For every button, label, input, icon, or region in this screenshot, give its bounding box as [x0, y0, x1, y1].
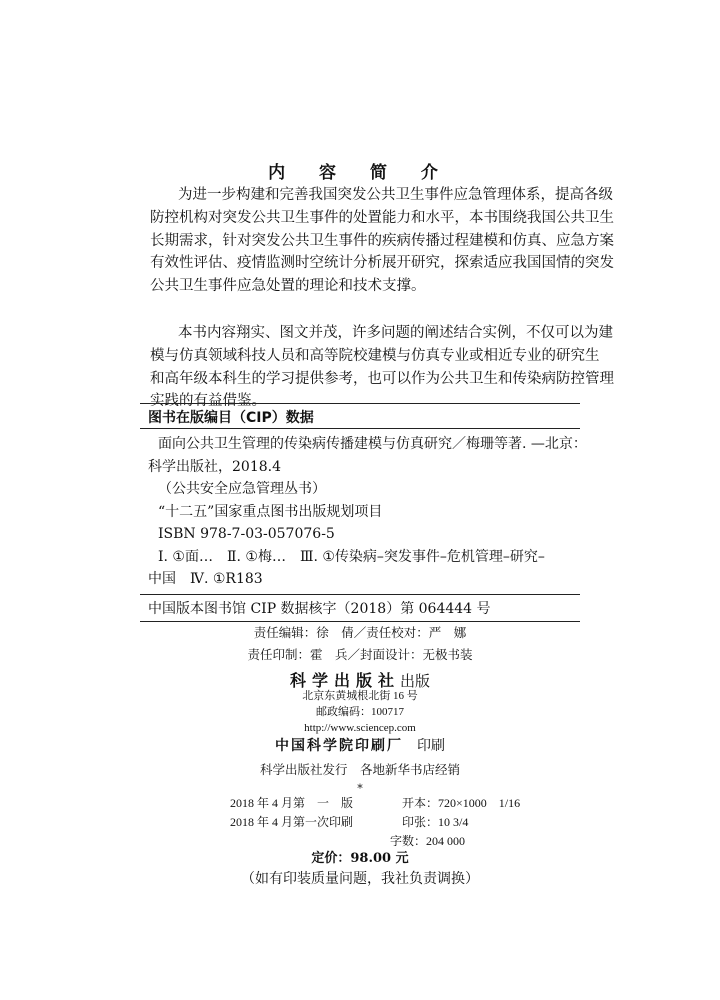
- publisher-postcode: 邮政编码：100717: [316, 706, 404, 718]
- word-count: 字数：204 000: [390, 834, 466, 848]
- edition-date: 2018 年 4 月第 一 版: [230, 796, 354, 810]
- summary-paragraph-2: [150, 322, 614, 413]
- summary-line: 防控机构对突发公共卫生事件的处置能力和水平，本书围绕我国公共卫生: [150, 209, 614, 226]
- summary-line: 模与仿真领域科技人员和高等院校建模与仿真专业或相近专业的研究生: [150, 347, 600, 364]
- credits-line: 责任印制：霍 兵／封面设计：无极书装: [247, 647, 473, 662]
- summary-line: 本书内容翔实、图文并茂，许多问题的阐述结合实例，不仅可以为建: [178, 325, 613, 341]
- credits-line: 责任编辑：徐 倩／责任校对：严 娜: [253, 625, 467, 640]
- publisher-suffix: 出版: [400, 672, 431, 690]
- distribution: 科学出版社发行 各地新华书店经销: [259, 762, 460, 777]
- divider-top: [140, 403, 580, 404]
- cip-line: “十二五”国家重点图书出版规划项目: [158, 503, 383, 520]
- summary-line: 和高年级本科生的学习提供参考，也可以作为公共卫生和传染病防控管理: [150, 370, 614, 387]
- credits: [0, 622, 720, 666]
- summary-line: 实践的有益借鉴。: [150, 393, 266, 410]
- publisher-logo: 科学出版社: [289, 671, 400, 690]
- divider-cip-number: [140, 594, 580, 595]
- cip-line: Ⅰ. ①面… Ⅱ. ①梅… Ⅲ. ①传染病–突发事件–危机管理–研究–: [158, 548, 545, 565]
- summary-line: 公共卫生事件应急处置的理论和技术支撑。: [150, 278, 426, 295]
- cip-line: （公共安全应急管理丛书）: [158, 481, 326, 497]
- summary-line: 有效性评估、疫情监测时空统计分析展开研究，探索适应我国国情的突发: [150, 255, 614, 272]
- summary-paragraph-1: [150, 184, 614, 298]
- format: 开本：720×1000 1/16: [402, 796, 521, 810]
- cip-heading: 图书在版编目（CIP）数据: [148, 410, 314, 426]
- publisher-address: 北京东黄城根北街 16 号: [302, 690, 418, 702]
- quality-notice: （如有印装质量问题，我社负责调换）: [241, 871, 479, 887]
- summary-line: 长期需求，针对突发公共卫生事件的疾病传播过程建模和仿真、应急方案: [150, 232, 614, 249]
- edition-table: [230, 794, 520, 851]
- publisher-url: http://www.sciencep.com: [304, 722, 416, 734]
- printer-line: [0, 735, 720, 755]
- cip-line: 科学出版社，2018.4: [148, 458, 281, 475]
- publisher-info: [0, 688, 720, 736]
- price: 定价：98.00 元: [311, 851, 409, 866]
- printer-suffix: 印刷: [417, 738, 445, 754]
- cip-line: 中国 Ⅳ. ①R183: [148, 571, 263, 587]
- cip-block: [148, 433, 587, 591]
- summary-line: 为进一步构建和完善我国突发公共卫生事件应急管理体系，提高各级: [178, 187, 613, 203]
- cip-line: ISBN 978-7-03-057076-5: [158, 526, 335, 542]
- cip-number: 中国版本图书馆 CIP 数据核字（2018）第 064444 号: [148, 601, 491, 617]
- sheets: 印张：10 3/4: [402, 815, 469, 829]
- divider-cip-heading: [140, 428, 580, 429]
- separator-star: *: [357, 782, 363, 795]
- printing-date: 2018 年 4 月第一次印刷: [230, 815, 354, 829]
- cip-line: 面向公共卫生管理的传染病传播建模与仿真研究／梅珊等著. —北京：: [158, 436, 587, 452]
- page-title: 内 容 简 介: [268, 163, 452, 183]
- printer-logo: 中国科学院印刷厂: [275, 738, 403, 754]
